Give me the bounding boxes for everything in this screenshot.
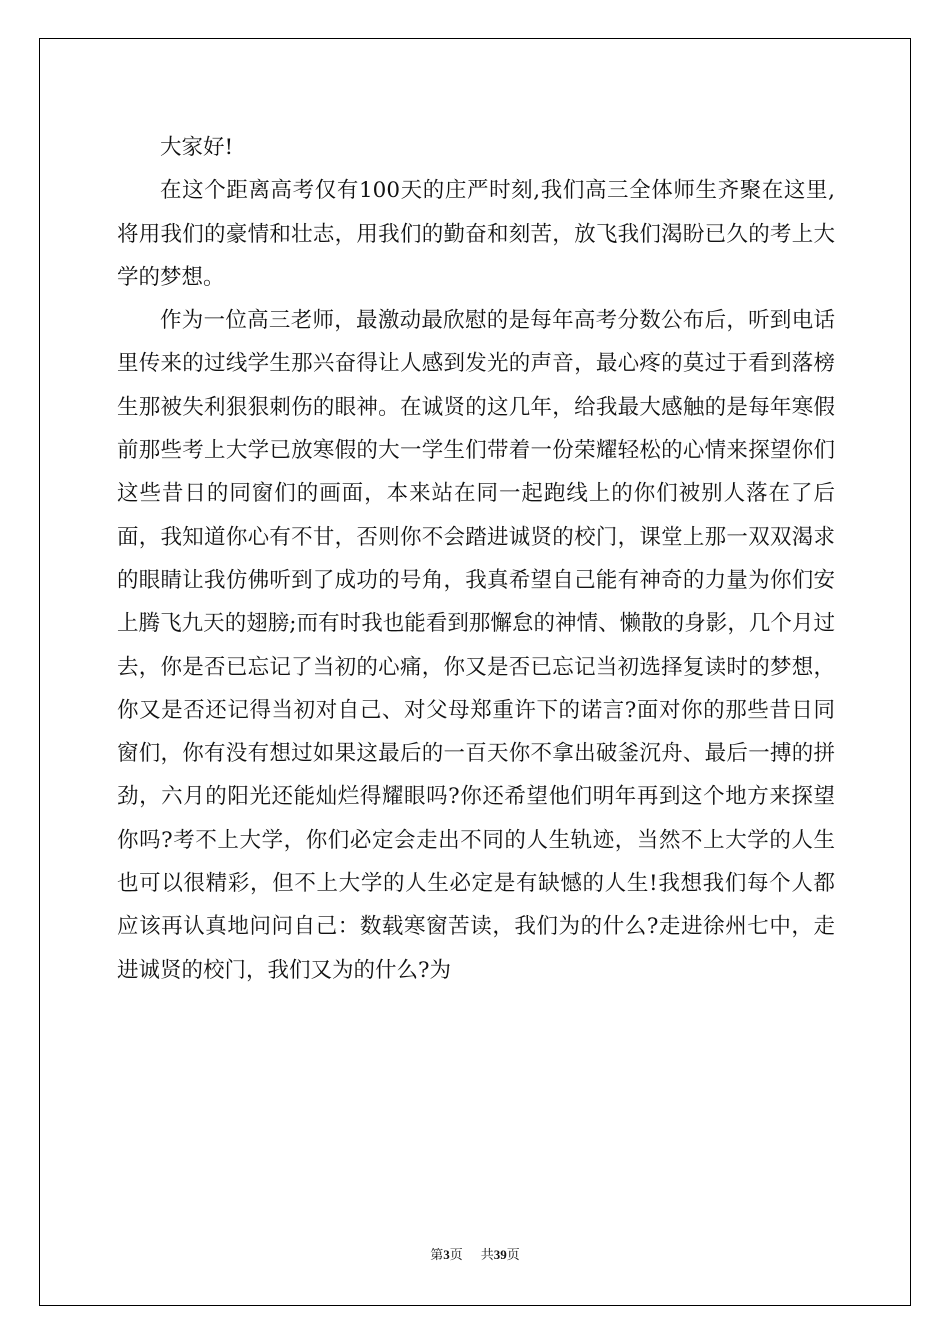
total-prefix: 共 bbox=[480, 1248, 494, 1263]
page-prefix: 第 bbox=[430, 1248, 444, 1263]
total-pages: 39 bbox=[493, 1247, 507, 1262]
body-paragraph: 作为一位高三老师，最激动最欣慰的是每年高考分数公布后，听到电话里传来的过线学生那兴奋得让人感到发光的声音，最心疼的莫过于看到落榜生那被失利狠狠刺伤的眼神。在诚贤的这几年，给我最大感触的是每年寒假前那些考上大学已放寒假的大一学生们带着一份荣耀轻松的心情来探望你们这些昔日的同窗们的画面，本来站在同一起跑线上的你们被别人落在了后面，我知道你心有不甘，否则你不会踏进诚贤的校门，课堂上那一双双渴求的眼睛让我仿佛听到了成功的号角，我真希望自己能有神奇的力量为你们安上腾飞九天的翅膀;而有时我也能看到那懈怠的神情、懒散的身影，几个月过去，你是否已忘记了当初的心痛，你又是否已忘记当初选择复读时的梦想，你又是否还记得当初对自己、对父母郑重许下的诺言?面对你的那些昔日同窗们，你有没有想过如果这最后的一百天你不拿出破釜沉舟、最后一搏的拼劲，六月的阳光还能灿烂得耀眼吗?你还希望他们明年再到这个地方来探望你吗?考不上大学，你们必定会走出不同的人生轨迹，当然不上大学的人生也可以很精彩，但不上大学的人生必定是有缺憾的人生!我想我们每个人都应该再认真地问问自己：数载寒窗苦读，我们为的什么?走进徐州七中，走进诚贤的校门，我们又为的什么?为 bbox=[117, 308, 835, 983]
body-paragraph: 在这个距离高考仅有100天的庄严时刻,我们高三全体师生齐聚在这里,将用我们的豪情和壮志，用我们的勤奋和刻苦，放飞我们渴盼已久的考上大学的梦想。 bbox=[117, 178, 835, 290]
greeting-paragraph: 大家好! bbox=[160, 135, 234, 160]
document-body bbox=[117, 126, 835, 992]
page-unit: 页 bbox=[449, 1248, 463, 1263]
page-footer bbox=[0, 1244, 950, 1263]
page-number: 3 bbox=[443, 1247, 450, 1262]
total-unit: 页 bbox=[506, 1248, 520, 1263]
